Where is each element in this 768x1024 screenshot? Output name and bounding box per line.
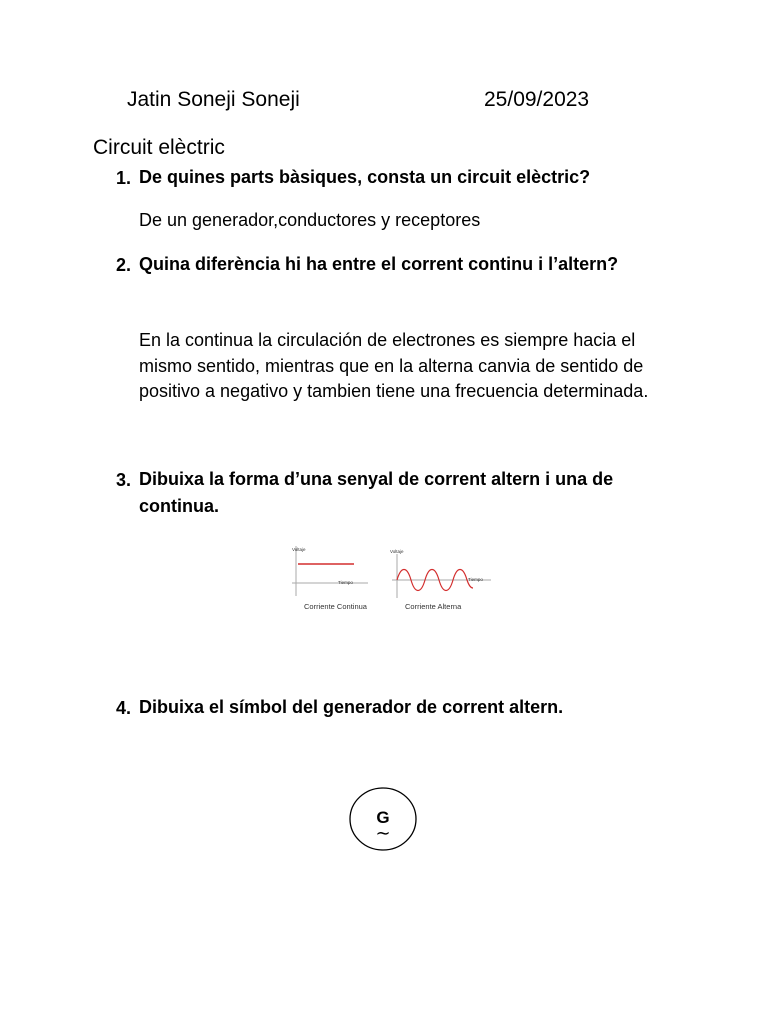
generator-icon [348,787,420,853]
answer-2-text: En la continua la circulación de electrones es siempre hacia el mismo sentido, mientras que en la alterna canvia de sentido de positivo a negativo y tambien tiene una frecuencia determinada. [139,330,649,401]
student-name: Jatin Soneji Soneji [127,88,300,111]
question-2-text: Quina diferència hi ha entre el corrent continu i l’altern? [139,254,619,274]
question-2-number: 2. [116,255,132,275]
ac-caption: Corriente Alterna [405,602,462,611]
question-3-number: 3. [116,470,132,490]
question-3-text: Dibuixa la forma d’una senyal de corrent altern i una de continua. [139,469,614,516]
generator-wave-glyph: ∼ [375,823,391,843]
dc-y-label: Voltaje [292,547,306,552]
dc-caption: Corriente Continua [304,602,367,611]
ac-generator-symbol [348,787,420,858]
question-4-text: Dibuixa el símbol del generador de corrent altern. [139,697,564,717]
signal-drawing [286,542,491,619]
question-1-text: De quines parts bàsiques, consta un circuit elèctric? [139,167,591,187]
signal-graphs [286,542,491,614]
answer-1-text: De un generador,conductores y receptores [139,210,481,230]
document-date: 25/09/2023 [484,88,590,111]
dc-x-label: Tiempo [338,580,353,585]
question-4-number: 4. [116,698,132,718]
document-title: Circuit elèctric [93,136,225,159]
ac-y-label: Voltaje [390,549,404,554]
ac-x-label: Tiempo [468,577,483,582]
generator-letter: G [376,808,390,827]
question-1-number: 1. [116,168,132,188]
